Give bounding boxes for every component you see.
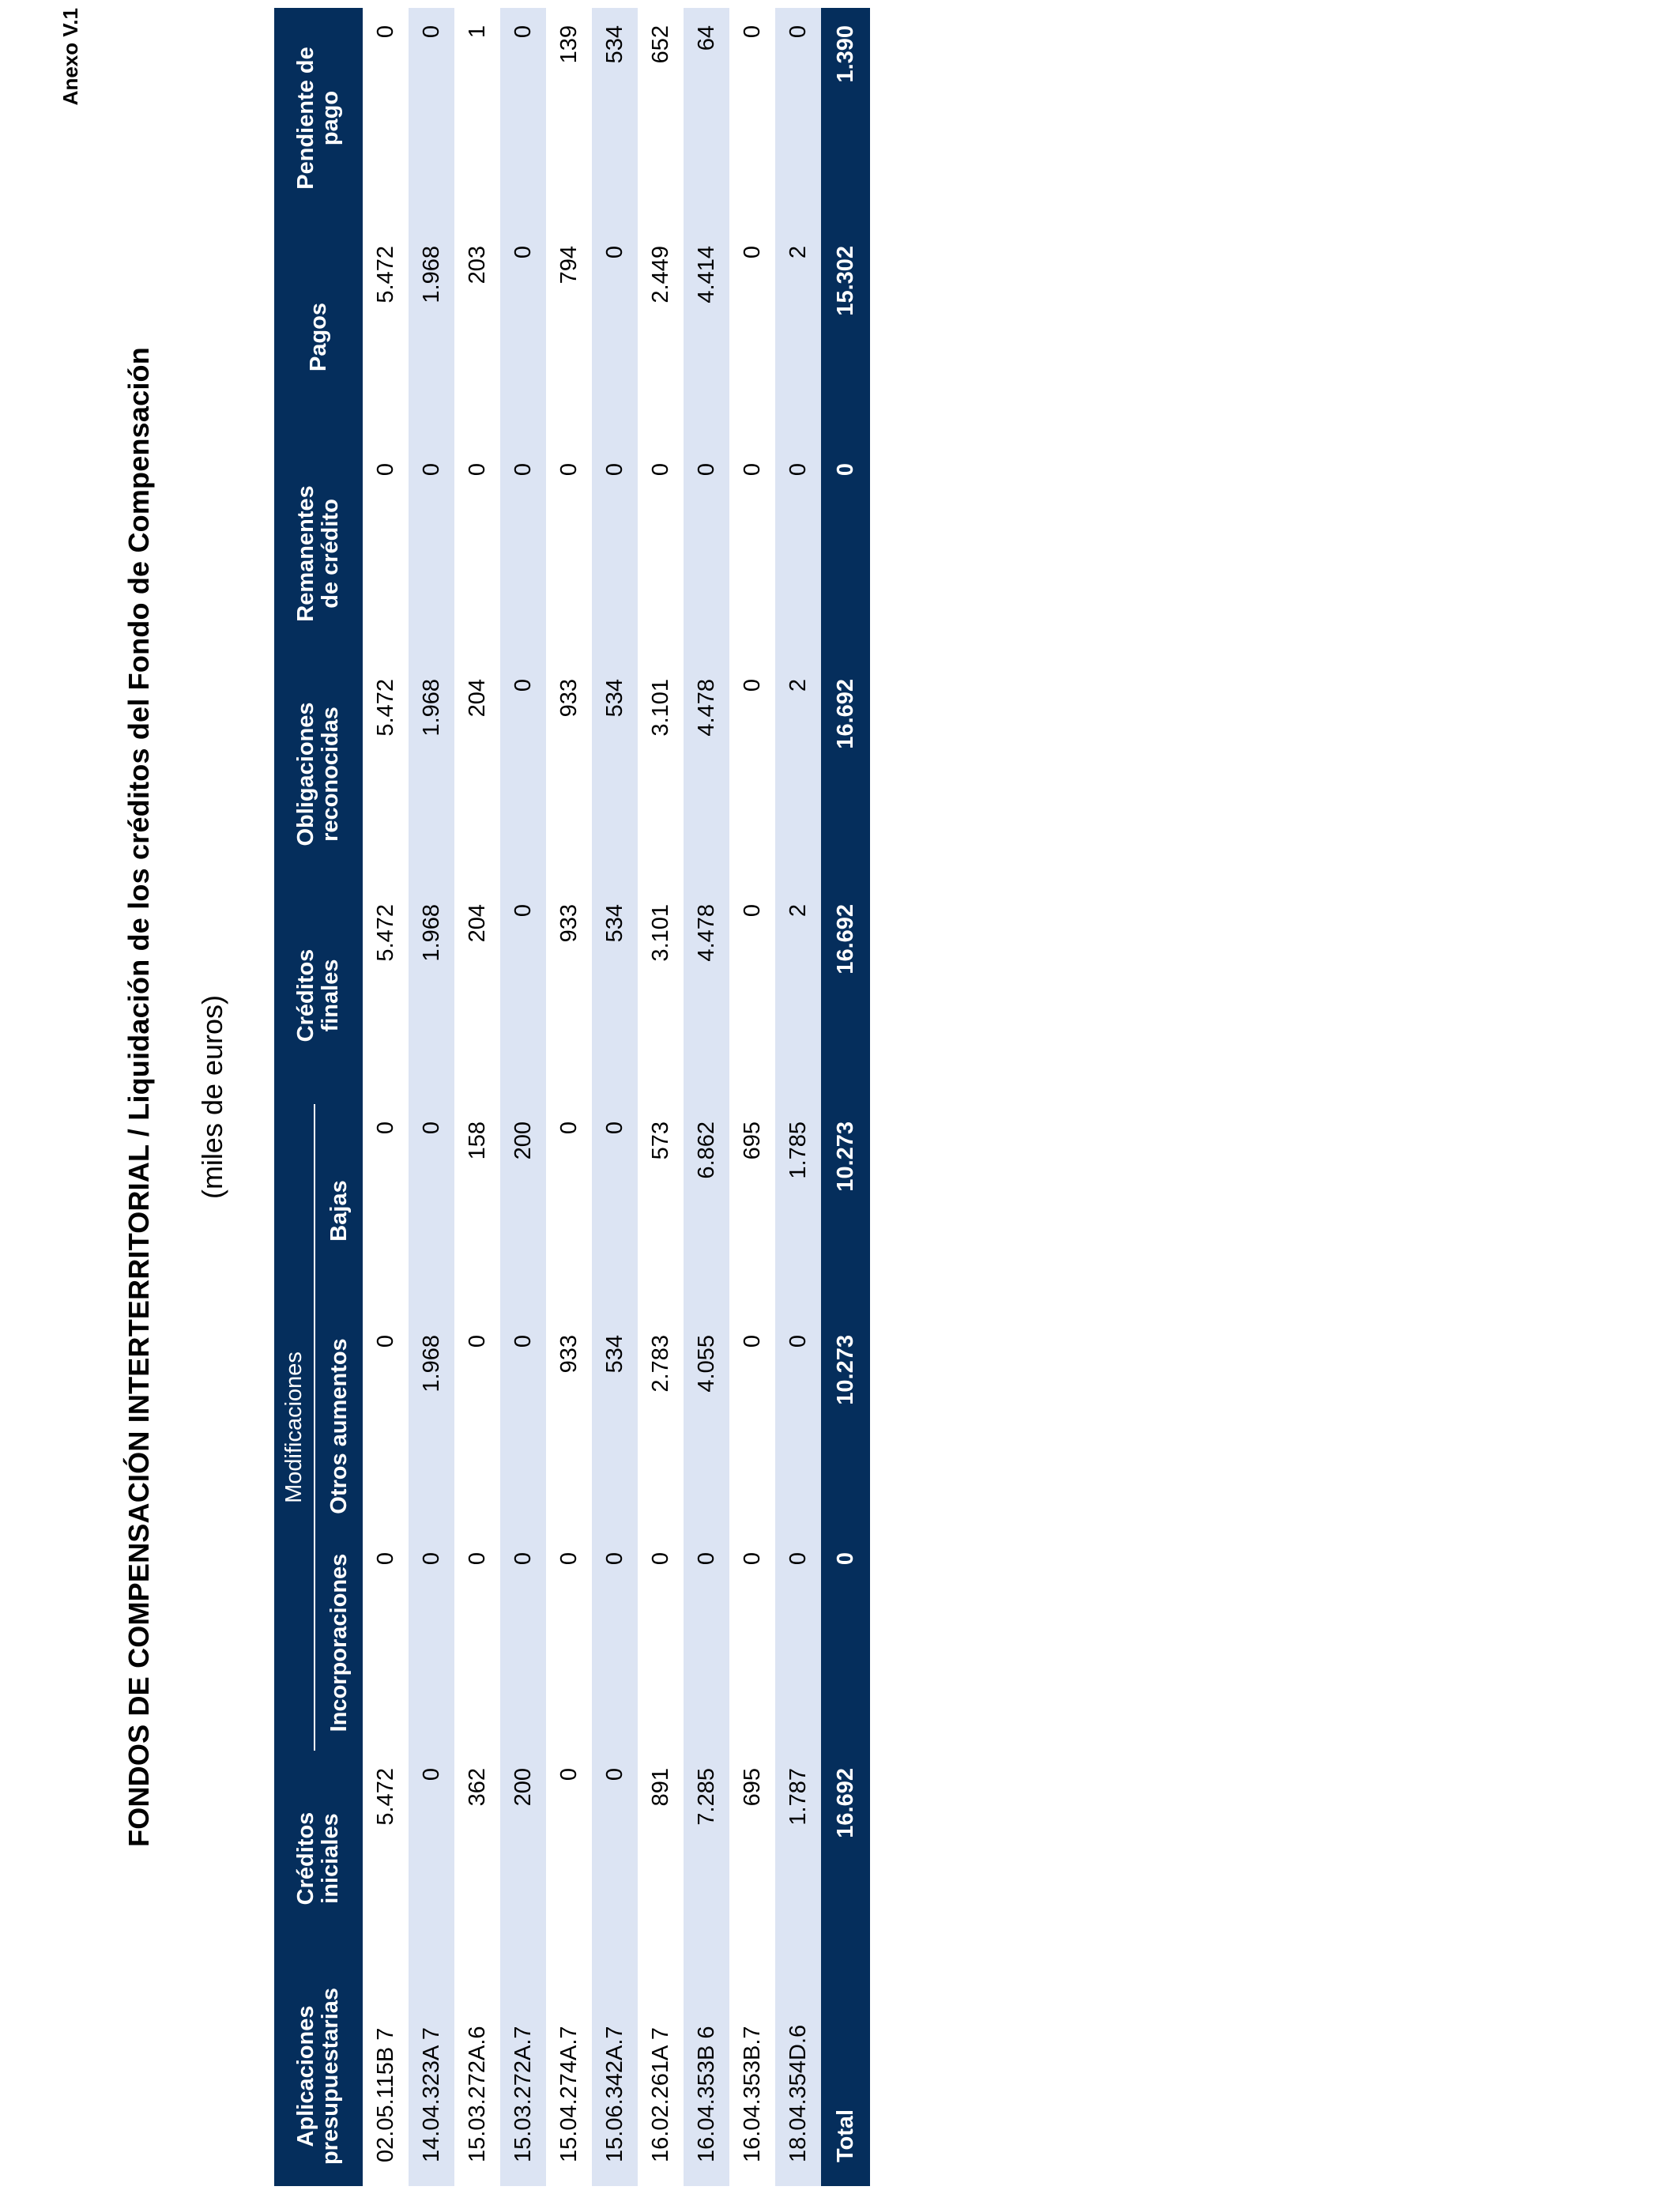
table-row	[409, 8, 454, 2186]
cell-value: 0	[775, 8, 821, 228]
cell-value: 0	[363, 1104, 409, 1318]
cell-value: 200	[500, 1104, 546, 1318]
table-row	[454, 8, 500, 2186]
cell-value: 7.285	[684, 1751, 729, 1966]
cell-value: 4.414	[684, 228, 729, 446]
cell-value: 695	[729, 1751, 775, 1966]
cell-value: 204	[454, 887, 500, 1104]
cell-value: 534	[592, 8, 638, 228]
col-header-obligaciones: Obligaciones reconocidas	[274, 662, 363, 887]
cell-value: 2	[775, 887, 821, 1104]
cell-value: 794	[546, 228, 592, 446]
total-value: 10.273	[821, 1318, 870, 1535]
cell-value: 1.968	[409, 1318, 454, 1535]
cell-aplicacion: 15.04.274A.7	[546, 1966, 592, 2186]
cell-value: 3.101	[638, 887, 684, 1104]
cell-value: 2.783	[638, 1318, 684, 1535]
cell-value: 2.449	[638, 228, 684, 446]
cell-value: 695	[729, 1104, 775, 1318]
col-header-pagos: Pagos	[274, 228, 363, 446]
cell-value: 0	[409, 1104, 454, 1318]
cell-value: 4.478	[684, 887, 729, 1104]
cell-value: 2	[775, 662, 821, 887]
cell-value: 0	[409, 1751, 454, 1966]
cell-value: 5.472	[363, 228, 409, 446]
cell-value: 5.472	[363, 887, 409, 1104]
cell-value: 0	[592, 446, 638, 662]
cell-value: 0	[500, 887, 546, 1104]
cell-value: 0	[454, 446, 500, 662]
cell-value: 4.055	[684, 1318, 729, 1535]
col-header-creditos-iniciales: Créditos iniciales	[274, 1751, 363, 1966]
cell-value: 0	[729, 1318, 775, 1535]
cell-value: 0	[363, 1535, 409, 1751]
units-subtitle: (miles de euros)	[196, 994, 228, 1200]
table-row	[684, 8, 729, 2186]
cell-value: 0	[500, 228, 546, 446]
total-value: 0	[821, 1535, 870, 1751]
cell-value: 0	[363, 446, 409, 662]
total-value: 16.692	[821, 1751, 870, 1966]
cell-value: 0	[729, 446, 775, 662]
cell-value: 0	[500, 8, 546, 228]
cell-value: 0	[638, 446, 684, 662]
cell-value: 0	[409, 1535, 454, 1751]
cell-value: 0	[363, 1318, 409, 1535]
col-header-creditos-finales: Créditos finales	[274, 887, 363, 1104]
cell-value: 203	[454, 228, 500, 446]
total-value: 15.302	[821, 228, 870, 446]
col-header-bajas: Bajas	[315, 1104, 363, 1318]
cell-value: 0	[592, 228, 638, 446]
page-title: FONDOS DE COMPENSACIÓN INTERTERRITORIAL / Liquidación de los créditos del Fondo de Compensación	[122, 347, 155, 1847]
col-header-remanentes: Remanentes de crédito	[274, 446, 363, 662]
cell-value: 933	[546, 1318, 592, 1535]
cell-value: 0	[729, 1535, 775, 1751]
cell-value: 158	[454, 1104, 500, 1318]
cell-value: 0	[729, 662, 775, 887]
cell-value: 573	[638, 1104, 684, 1318]
cell-value: 0	[546, 1535, 592, 1751]
cell-value: 0	[775, 1535, 821, 1751]
table-row	[363, 8, 409, 2186]
cell-value: 0	[500, 1318, 546, 1535]
table-row	[500, 8, 546, 2186]
table-row	[592, 8, 638, 2186]
cell-value: 0	[684, 1535, 729, 1751]
cell-aplicacion: 18.04.354D.6	[775, 1966, 821, 2186]
col-header-pendiente: Pendiente de pago	[274, 8, 363, 228]
cell-value: 139	[546, 8, 592, 228]
table-row	[638, 8, 684, 2186]
table-row	[729, 8, 775, 2186]
cell-value: 0	[729, 8, 775, 228]
table-row	[546, 8, 592, 2186]
col-header-modificaciones: Modificaciones	[274, 1104, 315, 1751]
cell-aplicacion: 02.05.115B 7	[363, 1966, 409, 2186]
cell-value: 64	[684, 8, 729, 228]
cell-value: 0	[592, 1535, 638, 1751]
cell-value: 362	[454, 1751, 500, 1966]
cell-value: 0	[546, 446, 592, 662]
cell-value: 0	[775, 446, 821, 662]
cell-value: 0	[409, 446, 454, 662]
cell-value: 0	[454, 1318, 500, 1535]
cell-value: 891	[638, 1751, 684, 1966]
cell-value: 0	[684, 446, 729, 662]
cell-aplicacion: 16.04.353B.7	[729, 1966, 775, 2186]
cell-value: 0	[546, 1104, 592, 1318]
total-value: 16.692	[821, 662, 870, 887]
cell-value: 933	[546, 887, 592, 1104]
cell-value: 0	[500, 446, 546, 662]
cell-value: 0	[546, 1751, 592, 1966]
cell-value: 0	[363, 8, 409, 228]
cell-aplicacion: 15.06.342A.7	[592, 1966, 638, 2186]
cell-value: 0	[409, 8, 454, 228]
cell-value: 2	[775, 228, 821, 446]
credits-table	[274, 8, 870, 2186]
cell-value: 6.862	[684, 1104, 729, 1318]
cell-aplicacion: 16.04.353B 6	[684, 1966, 729, 2186]
cell-value: 5.472	[363, 1751, 409, 1966]
cell-value: 933	[546, 662, 592, 887]
cell-aplicacion: 15.03.272A.6	[454, 1966, 500, 2186]
cell-value: 3.101	[638, 662, 684, 887]
col-header-otros-aumentos: Otros aumentos	[315, 1318, 363, 1535]
total-row	[821, 8, 870, 2186]
cell-aplicacion: 14.04.323A 7	[409, 1966, 454, 2186]
col-header-aplicaciones: Aplicaciones presupuestarias	[274, 1966, 363, 2186]
total-label: Total	[821, 1966, 870, 2186]
cell-value: 0	[592, 1104, 638, 1318]
cell-value: 0	[454, 1535, 500, 1751]
cell-value: 5.472	[363, 662, 409, 887]
cell-value: 1.968	[409, 887, 454, 1104]
cell-value: 4.478	[684, 662, 729, 887]
cell-value: 0	[729, 887, 775, 1104]
cell-value: 0	[500, 662, 546, 887]
cell-value: 534	[592, 1318, 638, 1535]
annex-label: Anexo V.1	[58, 8, 82, 106]
cell-value: 0	[775, 1318, 821, 1535]
cell-value: 1.968	[409, 228, 454, 446]
cell-value: 1.787	[775, 1751, 821, 1966]
cell-value: 534	[592, 887, 638, 1104]
cell-value: 204	[454, 662, 500, 887]
cell-aplicacion: 15.03.272A.7	[500, 1966, 546, 2186]
cell-value: 1.968	[409, 662, 454, 887]
cell-aplicacion: 16.02.261A 7	[638, 1966, 684, 2186]
cell-value: 0	[500, 1535, 546, 1751]
total-value: 0	[821, 446, 870, 662]
table-row	[775, 8, 821, 2186]
cell-value: 200	[500, 1751, 546, 1966]
cell-value: 652	[638, 8, 684, 228]
cell-value: 534	[592, 662, 638, 887]
total-value: 10.273	[821, 1104, 870, 1318]
cell-value: 1.785	[775, 1104, 821, 1318]
cell-value: 0	[638, 1535, 684, 1751]
col-header-incorporaciones: Incorporaciones	[315, 1535, 363, 1751]
total-value: 16.692	[821, 887, 870, 1104]
cell-value: 1	[454, 8, 500, 228]
cell-value: 0	[592, 1751, 638, 1966]
total-value: 1.390	[821, 8, 870, 228]
cell-value: 0	[729, 228, 775, 446]
